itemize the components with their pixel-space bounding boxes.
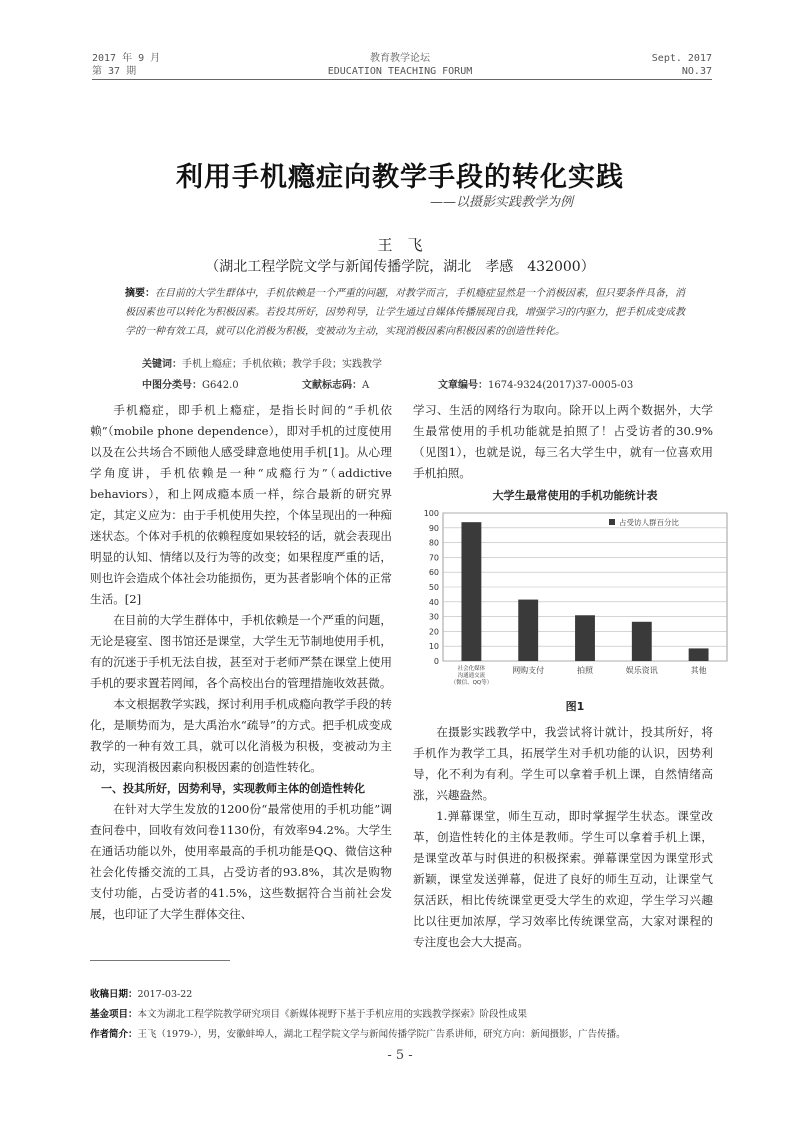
x-tick-label: 沟通通交流	[457, 673, 486, 679]
doc-label: 文献标志码：	[302, 380, 362, 391]
author-name: 王 飞	[377, 236, 423, 254]
left-column	[90, 400, 392, 925]
received-date	[90, 985, 730, 1005]
paragraph: 在摄影实践教学中，我尝试将计就计，投其所好，将手机作为教学工具，拓展学生对手机功能的认识，因势利导，化不利为有利。学生可以拿着手机上课，自然情绪高涨，兴趣盎然。	[413, 725, 713, 802]
footnote-rule	[90, 960, 230, 961]
y-tick-label: 50	[428, 583, 439, 592]
bar	[632, 622, 652, 661]
journal-name-en: EDUCATION TEACHING FORUM	[327, 66, 473, 77]
author-bio	[90, 1025, 730, 1045]
header-issue-en: NO.37	[681, 66, 712, 77]
clc-number	[142, 376, 239, 391]
y-tick-label: 0	[433, 657, 439, 666]
author-affiliation: （湖北工程学院文学与新闻传播学院，湖北 孝感 432000）	[205, 259, 595, 275]
right-column-top	[413, 400, 713, 484]
clc-value: G642.0	[202, 380, 239, 391]
journal-name: 教育教学论坛	[370, 53, 430, 64]
x-tick-label: 社会化媒体	[457, 666, 486, 672]
legend-swatch	[609, 519, 615, 525]
bio-label: 作者简介：	[90, 1029, 138, 1040]
paper-title: 利用手机瘾症向教学手段的转化实践	[176, 162, 624, 193]
y-tick-label: 80	[428, 538, 439, 548]
keywords	[142, 355, 382, 370]
header-rule	[92, 79, 712, 80]
y-tick-label: 10	[428, 642, 439, 652]
article-value: 1674-9324(2017)37-0005-03	[488, 380, 634, 391]
footnotes	[90, 985, 730, 1045]
fund-note	[90, 1005, 730, 1025]
y-tick-label: 70	[428, 553, 439, 563]
page-number: - 5 -	[387, 1048, 413, 1063]
legend-label: 占受访人群百分比	[619, 518, 679, 527]
header-issue: 第 37 期	[92, 66, 137, 77]
header-center	[250, 52, 550, 78]
x-tick-label: 其他	[690, 666, 707, 675]
paragraph: 1.弹幕课堂，师生互动，即时掌握学生状态。课堂改革，创造性转化的主体是教师。学生可以拿着手机上课，是课堂改革与时俱进的积极探索。弹幕课堂因为课堂形式新颖，课堂发送弹幕，促进了良好的师生互动，让课堂气氛活跃，相比传统课堂更受大学生的欢迎，学生学习兴趣比以往更加浓厚，学习效率比传统课堂高，大家对课程的专注度也会大大提高。	[413, 809, 713, 949]
clc-label: 中图分类号：	[142, 380, 202, 391]
received-label: 收稿日期：	[90, 989, 138, 1000]
y-tick-label: 40	[428, 597, 439, 607]
bar-chart	[415, 505, 735, 695]
bio-value: 王飞（1979-），男，安徽蚌埠人，湖北工程学院文学与新闻传播学院广告系讲师，研究方向：新闻摄影，广告传播。	[137, 1029, 626, 1040]
document-code	[302, 376, 369, 391]
fund-label: 基金项目：	[90, 1009, 138, 1020]
x-tick-label: 娱乐资讯	[625, 666, 658, 675]
header-right	[600, 52, 712, 78]
y-tick-label: 30	[428, 612, 439, 622]
bar	[575, 615, 595, 661]
keywords-label: 关键词：	[142, 359, 182, 370]
bar	[689, 648, 709, 661]
right-column-bottom	[413, 722, 713, 953]
received-value: 2017-03-22	[137, 989, 193, 1000]
bar	[461, 522, 481, 661]
x-tick-label: 拍照	[577, 666, 593, 675]
x-tick-label: 网购支付	[512, 666, 545, 675]
y-tick-label: 100	[423, 509, 439, 518]
y-tick-label: 60	[428, 568, 439, 578]
paragraph: 在针对大学生发放的1200份“最常使用的手机功能”调查问卷中，回收有效问卷1130份，有效率94.2%。大学生在通话功能以外，使用率最高的手机功能是QQ、微信这种社会化传播交流的工具，占受访者的93.8%，其次是购物支付功能，占受访者的41.5%，这些数据符合当前社会发展，也印证了大学生群体交往、	[90, 802, 392, 921]
fund-value: 本文为湖北工程学院教学研究项目《新媒体视野下基于手机应用的实践教学探索》阶段性成果	[137, 1009, 528, 1020]
paragraph: 手机瘾症，即手机上瘾症，是指长时间的“手机依赖”（mobile phone dependence），即对手机的过度使用以及在公共场合不顾他人感受肆意地使用手机[1]。从心理学角度讲，手机依赖是一种“成瘾行为”（addictive behaviors），和上网成瘾本质一样，综合最新的研究界定，其定义应为：由于手机使用失控，个体呈现出的一种痴迷状态。个体对手机的依赖程度如果较轻的话，就会表现出明显的认知、情绪以及行为等的改变；如果程度严重的话，则也许会造成个体社会功能损伤，更为甚者影响个体的正常生活。[2]	[90, 403, 392, 606]
paper-subtitle: ——以摄影实践教学为例	[430, 195, 574, 210]
paragraph: 学习、生活的网络行为取向。除开以上两个数据外，大学生最常使用的手机功能就是拍照了！占受访者的30.9%（见图1），也就是说，每三名大学生中，就有一位喜欢用手机拍照。	[413, 403, 713, 480]
header-date-en: Sept. 2017	[651, 53, 712, 64]
article-number	[438, 376, 633, 391]
abstract	[125, 284, 685, 341]
abstract-text: 在目前的大学生群体中，手机依赖是一个严重的问题，对教学而言，手机瘾症显然是一个消极因素，但只要条件具备，消极因素也可以转化为积极因素。若投其所好，因势利导，让学生通过自媒体传播展现自我，增强学习的内驱力，把手机成变成教学的一种有效工具，就可以化消极为积极，变被动为主动，实现消极因素向积极因素的创造性转化。	[125, 288, 685, 337]
abstract-label: 摘要：	[125, 288, 155, 299]
article-label: 文章编号：	[438, 380, 488, 391]
header-left	[92, 52, 160, 78]
bar	[518, 600, 538, 661]
header-date: 2017 年 9 月	[92, 53, 161, 64]
doc-value: A	[362, 380, 370, 391]
y-tick-label: 20	[428, 627, 439, 637]
chart-title: 大学生最常使用的手机功能统计表	[492, 489, 658, 502]
paragraph: 在目前的大学生群体中，手机依赖是一个严重的问题，无论是寝室、图书馆还是课堂，大学生无节制地使用手机，有的沉迷于手机无法自拔，甚至对于老师严禁在课堂上使用手机的要求置若罔闻，各个高校出台的管理措施收效甚微。	[90, 613, 392, 690]
section-heading: 一、投其所好，因势利导，实现教师主体的创造性转化	[101, 782, 365, 795]
x-tick-label: （微信、QQ等）	[450, 680, 493, 686]
paragraph: 本文根据教学实践，探讨利用手机成瘾向教学手段的转化，是顺势而为，是大禹治水“疏导”的方式。把手机成变成教学的一种有效工具，就可以化消极为积极，变被动为主动，实现消极因素向积极因素的创造性转化。	[90, 697, 392, 774]
y-tick-label: 90	[428, 523, 439, 533]
figure-caption: 图1	[565, 700, 585, 713]
keywords-text: 手机上瘾症；手机依赖；教学手段；实践教学	[182, 359, 382, 370]
